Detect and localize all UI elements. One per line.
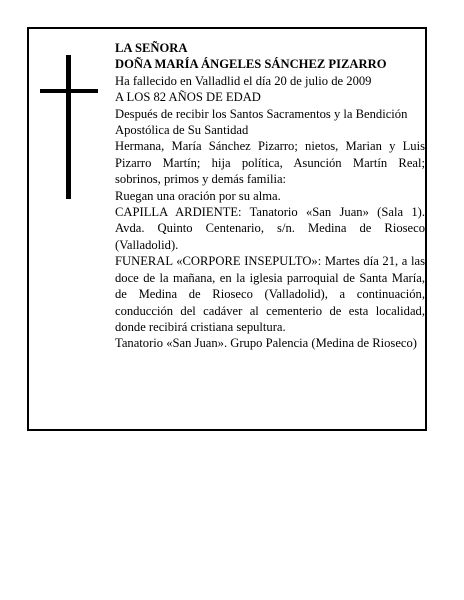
funeral-paragraph: FUNERAL «CORPORE INSEPULTO»: Martes día 21, a las doce de la mañana, en la iglesia parroquial de Santa María, de Medina de Rioseco (Valladolid), a continuación, conducción del cadáver al cementerio de esta localidad, donde recibirá cristiana sepultura. bbox=[115, 254, 425, 334]
chapel-paragraph: CAPILLA ARDIENTE: Tanatorio «San Juan» (Sala 1). Avda. Quinto Centenario, s/n. Medina de Rioseco (Valladolid). bbox=[115, 205, 425, 252]
prayer-line: Ruegan una oración por su alma. bbox=[115, 188, 281, 203]
death-line: Ha fallecido en Valladlid el día 20 de julio de 2009 bbox=[115, 73, 372, 88]
deceased-name: DOÑA MARÍA ÁNGELES SÁNCHEZ PIZARRO bbox=[115, 57, 387, 72]
cross-horizontal-bar bbox=[40, 89, 98, 93]
sacraments-paragraph: Después de recibir los Santos Sacramentos y la Bendición Apostólica de Su Santidad bbox=[115, 106, 408, 138]
notice-title: LA SEÑORA bbox=[115, 41, 188, 55]
cross-vertical-bar bbox=[66, 55, 71, 199]
latin-cross-icon bbox=[40, 55, 98, 199]
family-paragraph: Hermana, María Sánchez Pizarro; nietos, Marian y Luis Pizarro Martín; hija política, Asunción Martín Real; sobrinos, primos y demás familia: bbox=[115, 139, 425, 187]
notice-text bbox=[115, 40, 425, 352]
obituary-notice bbox=[27, 27, 427, 431]
funeral-home-line: Tanatorio «San Juan». Grupo Palencia (Medina de Rioseco) bbox=[115, 336, 417, 351]
age-line: A LOS 82 AÑOS DE EDAD bbox=[115, 90, 261, 105]
